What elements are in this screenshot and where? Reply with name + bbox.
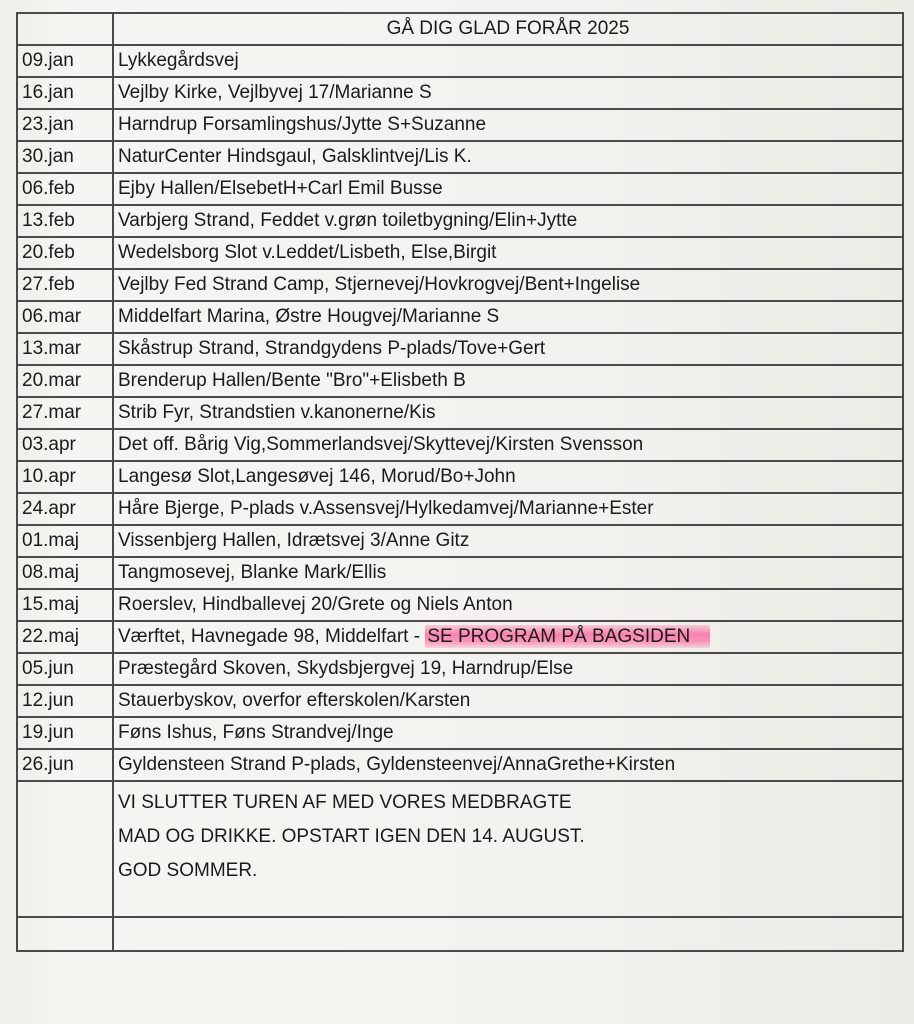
row-date: 03.apr: [17, 429, 113, 461]
row-description-text: Lykkegårdsvej: [118, 50, 239, 71]
row-description-text: Vissenbjerg Hallen, Idrætsvej 3/Anne Gitz: [118, 530, 470, 551]
row-description: [113, 141, 903, 173]
row-description-text: Ejby Hallen/ElsebetH+Carl Emil Busse: [118, 178, 443, 199]
schedule-row: [17, 397, 903, 429]
row-date: 13.feb: [17, 205, 113, 237]
row-description-text: Vejlby Kirke, Vejlbyvej 17/Marianne S: [118, 82, 432, 103]
schedule-row: [17, 237, 903, 269]
row-description: [113, 109, 903, 141]
row-description-text: Roerslev, Hindballevej 20/Grete og Niels Anton: [118, 594, 513, 615]
highlighted-note: SE PROGRAM PÅ BAGSIDEN: [425, 625, 710, 648]
title-date-cell: [17, 13, 113, 45]
row-description-text: Præstegård Skoven, Skydsbjergvej 19, Harndrup/Else: [118, 658, 574, 679]
row-description-text: Tangmosevej, Blanke Mark/Ellis: [118, 562, 387, 583]
schedule-row: [17, 685, 903, 717]
row-date: 23.jan: [17, 109, 113, 141]
empty-row: [17, 917, 903, 951]
row-description-text: Langesø Slot,Langesøvej 146, Morud/Bo+John: [118, 466, 516, 487]
closing-message-line: VI SLUTTER TUREN AF MED VORES MEDBRAGTE: [118, 792, 572, 813]
row-date: 30.jan: [17, 141, 113, 173]
row-description-text: Gyldensteen Strand P-plads, Gyldensteenvej/AnnaGrethe+Kirsten: [118, 754, 676, 775]
row-description: [113, 557, 903, 589]
row-description: [113, 685, 903, 717]
empty-desc-cell: [113, 917, 903, 951]
row-description: [113, 493, 903, 525]
schedule-row: [17, 493, 903, 525]
row-description-text: Føns Ishus, Føns Strandvej/Inge: [118, 722, 394, 743]
title-row: [17, 13, 903, 45]
row-date: 09.jan: [17, 45, 113, 77]
row-date: 20.mar: [17, 365, 113, 397]
row-description: [113, 77, 903, 109]
row-description: [113, 365, 903, 397]
row-date: 20.feb: [17, 237, 113, 269]
schedule-row: [17, 429, 903, 461]
row-date: 06.mar: [17, 301, 113, 333]
row-description-text: Middelfart Marina, Østre Hougvej/Marianne S: [118, 306, 500, 327]
row-description: [113, 205, 903, 237]
row-description-text: Håre Bjerge, P-plads v.Assensvej/Hylkedamvej/Marianne+Ester: [118, 498, 654, 519]
schedule-sheet: [16, 12, 904, 952]
row-date: 16.jan: [17, 77, 113, 109]
schedule-row: [17, 109, 903, 141]
schedule-row: [17, 205, 903, 237]
empty-date-cell: [17, 917, 113, 951]
row-description: [113, 333, 903, 365]
row-description: [113, 717, 903, 749]
row-description: [113, 237, 903, 269]
row-description: [113, 301, 903, 333]
schedule-row: [17, 589, 903, 621]
row-date: 06.feb: [17, 173, 113, 205]
schedule-row: [17, 621, 903, 653]
row-date: 12.jun: [17, 685, 113, 717]
row-description-text: Skåstrup Strand, Strandgydens P-plads/Tove+Gert: [118, 338, 546, 359]
schedule-row: [17, 141, 903, 173]
schedule-row: [17, 333, 903, 365]
schedule-row: [17, 749, 903, 781]
schedule-row: [17, 301, 903, 333]
row-description-text: Brenderup Hallen/Bente "Bro"+Elisbeth B: [118, 370, 466, 391]
schedule-row: [17, 269, 903, 301]
row-date: 05.jun: [17, 653, 113, 685]
row-date: 08.maj: [17, 557, 113, 589]
row-description: [113, 45, 903, 77]
row-description: [113, 589, 903, 621]
schedule-table: [16, 12, 904, 952]
schedule-row: [17, 173, 903, 205]
row-description-text: Harndrup Forsamlingshus/Jytte S+Suzanne: [118, 114, 487, 135]
closing-message-line: GOD SOMMER.: [118, 860, 258, 881]
schedule-row: [17, 653, 903, 685]
row-date: 10.apr: [17, 461, 113, 493]
row-description-text: Stauerbyskov, overfor efterskolen/Karsten: [118, 690, 471, 711]
schedule-row: [17, 525, 903, 557]
row-date: 26.jun: [17, 749, 113, 781]
row-description-text: Værftet, Havnegade 98, Middelfart -: [118, 626, 426, 647]
schedule-row: [17, 365, 903, 397]
page-title: GÅ DIG GLAD FORÅR 2025: [113, 13, 903, 45]
row-date: 15.maj: [17, 589, 113, 621]
row-date: 13.mar: [17, 333, 113, 365]
closing-date-cell: [17, 781, 113, 917]
row-description-text: Vejlby Fed Strand Camp, Stjernevej/Hovkrogvej/Bent+Ingelise: [118, 274, 641, 295]
row-date: 22.maj: [17, 621, 113, 653]
schedule-row: [17, 45, 903, 77]
row-description-text: Varbjerg Strand, Feddet v.grøn toiletbygning/Elin+Jytte: [118, 210, 578, 231]
row-description-text: Strib Fyr, Strandstien v.kanonerne/Kis: [118, 402, 436, 423]
row-description-text: NaturCenter Hindsgaul, Galsklintvej/Lis K.: [118, 146, 472, 167]
row-date: 01.maj: [17, 525, 113, 557]
closing-row: [17, 781, 903, 917]
row-description: [113, 653, 903, 685]
row-date: 19.jun: [17, 717, 113, 749]
row-date: 27.mar: [17, 397, 113, 429]
row-date: 27.feb: [17, 269, 113, 301]
schedule-row: [17, 461, 903, 493]
schedule-row: [17, 77, 903, 109]
row-description-text: Wedelsborg Slot v.Leddet/Lisbeth, Else,Birgit: [118, 242, 497, 263]
row-description: [113, 397, 903, 429]
closing-message-line: MAD OG DRIKKE. OPSTART IGEN DEN 14. AUGUST.: [118, 826, 585, 847]
row-description: [113, 269, 903, 301]
row-description: [113, 173, 903, 205]
row-description-text: Det off. Bårig Vig,Sommerlandsvej/Skyttevej/Kirsten Svensson: [118, 434, 644, 455]
row-description: [113, 621, 903, 653]
row-date: 24.apr: [17, 493, 113, 525]
schedule-row: [17, 717, 903, 749]
closing-message: [113, 781, 903, 917]
row-description: [113, 525, 903, 557]
schedule-row: [17, 557, 903, 589]
row-description: [113, 429, 903, 461]
row-description: [113, 461, 903, 493]
row-description: [113, 749, 903, 781]
